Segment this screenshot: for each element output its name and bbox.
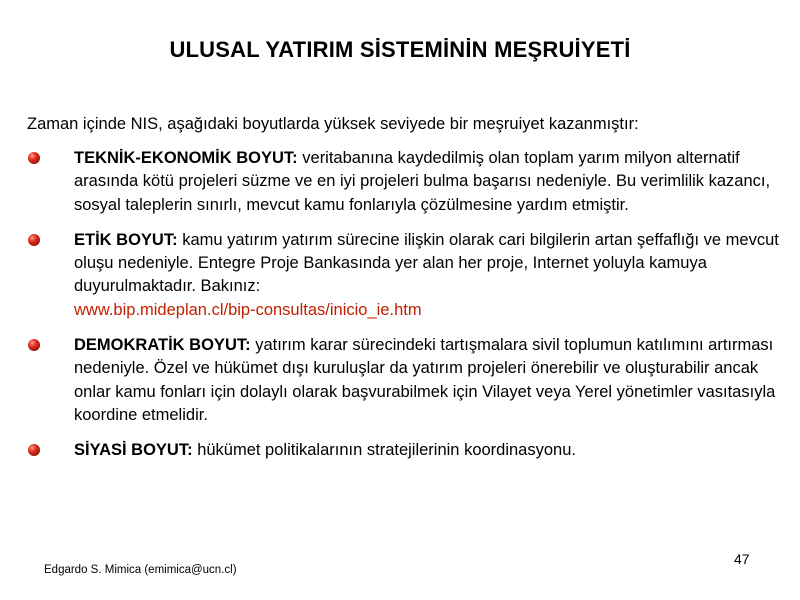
red-sphere-bullet-icon [28,234,40,246]
dimension-list [27,147,787,475]
red-sphere-bullet-icon [28,152,40,164]
page-number: 47 [734,551,750,567]
bullet-heading: ETİK BOYUT: [74,230,178,249]
footer-author: Edgardo S. Mimica (emimica@ucn.cl) [44,564,237,576]
list-item-ethical [27,229,787,322]
bullet-text: kamu yatırım yatırım sürecine ilişkin olarak cari bilgilerin artan şeffaflığı ve mevcut oluşu nedeniyle. Entegre Proje Bankasında yer alan her proje, Internet yoluyla kamuya duyurulmaktadır. Bakınız: [74,230,779,296]
red-sphere-bullet-icon [28,444,40,456]
list-item-democratic [27,334,787,427]
list-item-technical-economic [27,147,787,217]
bullet-heading: TEKNİK-EKONOMİK BOYUT: [74,149,298,167]
bullet-text: veritabanına kaydedilmiş olan toplam yarım milyon alternatif arasında kötü projeleri süzme ve en iyi projeleri bulma başarısı nedeniyle. Bu verimlilik kazancı, sosyal taleplerin sınırlı, mevcut kamu fonlarıyla çözülmesine yardım etmiştir. [74,149,771,214]
bip-consultas-link[interactable]: www.bip.mideplan.cl/bip-consultas/inicio_ie.htm [74,300,422,319]
bullet-heading: SİYASİ BOYUT: [74,441,193,460]
list-item-political [27,439,787,462]
bullet-text: yatırım karar sürecindeki tartışmalara sivil toplumun katılımını artırması nedeniyle. Özel ve hükümet dışı kuruluşlar da yatırım projeleri önerebilir ve oluşturabilir ancak onlar kamu fonları için dolaylı olarak başvurabilmek için Vilayet veya Yerel yönetimler vasıtasıyla koordine etmelidir. [74,336,776,424]
intro-text: Zaman içinde NIS, aşağıdaki boyutlarda yüksek seviyede bir meşruiyet kazanmıştır: [27,115,639,133]
bullet-heading: DEMOKRATİK BOYUT: [74,336,251,355]
red-sphere-bullet-icon [28,339,40,351]
bullet-text: hükümet politikalarının stratejilerinin koordinasyonu. [197,441,576,460]
slide-title: ULUSAL YATIRIM SİSTEMİNİN MEŞRUİYETİ [169,36,631,62]
